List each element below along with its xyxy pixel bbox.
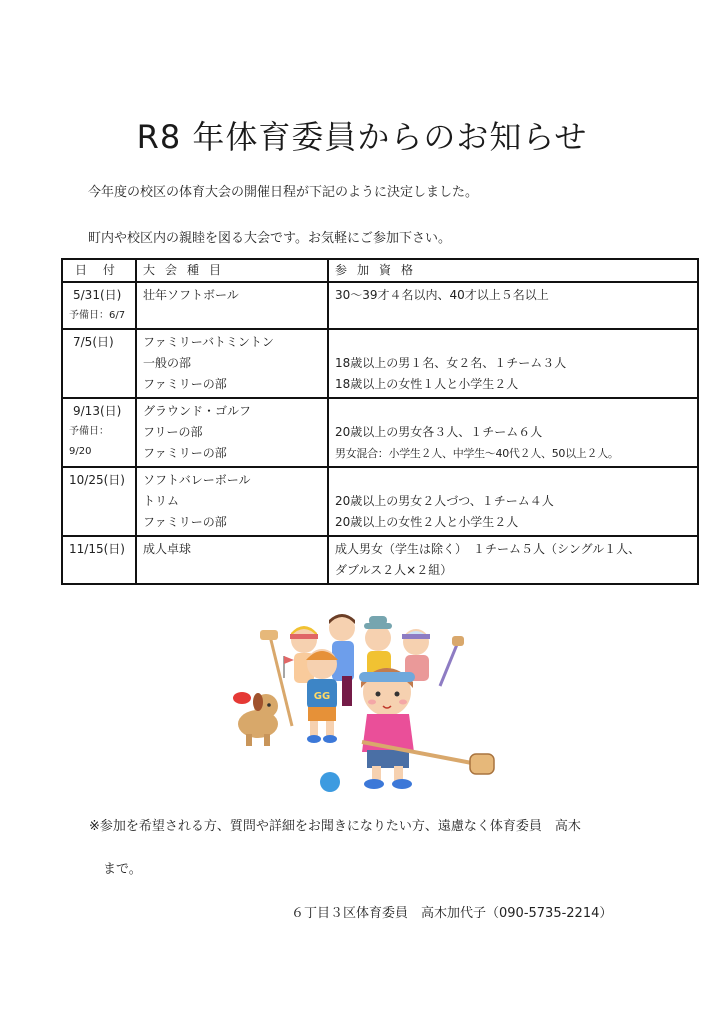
inquiry-note: ※参加を希望される方、質問や詳細をお聞きになりたい方、遠慮なく体育委員 高木 bbox=[89, 819, 581, 834]
event-name: グラウンド・ゴルフ bbox=[143, 404, 252, 418]
date-cell bbox=[62, 329, 136, 398]
event-date: 11/15(日) bbox=[69, 542, 125, 556]
date-cell bbox=[62, 467, 136, 536]
qualification-text: 成人男女（学生は除く） １チーム５人（シングル１人、 bbox=[335, 542, 641, 556]
inquiry-note-continued: まで。 bbox=[103, 862, 142, 877]
event-cell bbox=[136, 467, 328, 536]
date-cell bbox=[62, 282, 136, 329]
header-date: 日 付 bbox=[62, 259, 136, 282]
table-row bbox=[62, 282, 698, 329]
qualification-text: 18歳以上の男１名、女２名、１チーム３人 bbox=[335, 356, 567, 370]
table-row bbox=[62, 398, 698, 467]
event-cell bbox=[136, 282, 328, 329]
qualification-cell bbox=[328, 467, 698, 536]
shirt-text: GG bbox=[313, 691, 331, 702]
table-row bbox=[62, 536, 698, 584]
dog-figure bbox=[233, 692, 278, 746]
event-name: ファミリーバトミントン bbox=[143, 335, 274, 349]
table-row bbox=[62, 467, 698, 536]
event-date: 10/25(日) bbox=[69, 473, 125, 487]
event-cell bbox=[136, 329, 328, 398]
header-qualification: 参加資格 bbox=[328, 259, 698, 282]
event-name: 壮年ソフトボール bbox=[143, 288, 239, 302]
boy-figure bbox=[306, 649, 338, 743]
qualification-cell bbox=[328, 282, 698, 329]
girl-figure bbox=[359, 668, 415, 789]
event-division: フリーの部 bbox=[143, 425, 203, 439]
qualification-text: 18歳以上の女性１人と小学生２人 bbox=[335, 377, 519, 391]
qualification-cell bbox=[328, 329, 698, 398]
qualification-text: 20歳以上の男女各３人、１チーム６人 bbox=[335, 425, 543, 439]
page-title: R8 年体育委員からのお知らせ bbox=[136, 118, 588, 156]
event-date: 7/5(日) bbox=[73, 335, 114, 349]
qualification-text: 20歳以上の女性２人と小学生２人 bbox=[335, 515, 519, 529]
contact-info: ６丁目３区体育委員 高木加代子（090-5735-2214） bbox=[291, 906, 613, 921]
backup-date: 予備日：9/20 bbox=[69, 426, 109, 457]
event-division: ファミリーの部 bbox=[143, 515, 227, 529]
schedule-table bbox=[61, 258, 699, 585]
event-division: ファミリーの部 bbox=[143, 377, 227, 391]
qualification-cell bbox=[328, 536, 698, 584]
qualification-cell bbox=[328, 398, 698, 467]
intro-line-2: 町内や校区内の親睦を図る大会です。お気軽にご参加下さい。 bbox=[88, 231, 451, 246]
intro-line-1: 今年度の校区の体育大会の開催日程が下記のように決定しました。 bbox=[88, 185, 479, 200]
qualification-text: 30～39才４名以内、40才以上５名以上 bbox=[335, 288, 549, 302]
qualification-text: 20歳以上の男女２人づつ、１チーム４人 bbox=[335, 494, 554, 508]
table-header-row bbox=[62, 259, 698, 282]
table-row bbox=[62, 329, 698, 398]
event-division: トリム bbox=[143, 494, 180, 508]
qualification-text: 男女混合：小学生２人、中学生～40代２人、50以上２人。 bbox=[335, 447, 619, 460]
event-cell bbox=[136, 536, 328, 584]
gateball-family-illustration bbox=[222, 606, 502, 798]
header-event: 大会種目 bbox=[136, 259, 328, 282]
event-cell bbox=[136, 398, 328, 467]
event-name: ソフトバレーボール bbox=[143, 473, 251, 487]
event-date: 9/13(日) bbox=[73, 404, 122, 418]
event-date: 5/31(日) bbox=[73, 288, 122, 302]
date-cell bbox=[62, 536, 136, 584]
date-cell bbox=[62, 398, 136, 467]
backup-date: 予備日：6/7 bbox=[69, 310, 126, 321]
qualification-text: ダブルス２人×２組） bbox=[335, 563, 453, 577]
event-division: ファミリーの部 bbox=[143, 446, 227, 460]
event-name: 成人卓球 bbox=[143, 542, 192, 556]
event-division: 一般の部 bbox=[143, 356, 192, 370]
